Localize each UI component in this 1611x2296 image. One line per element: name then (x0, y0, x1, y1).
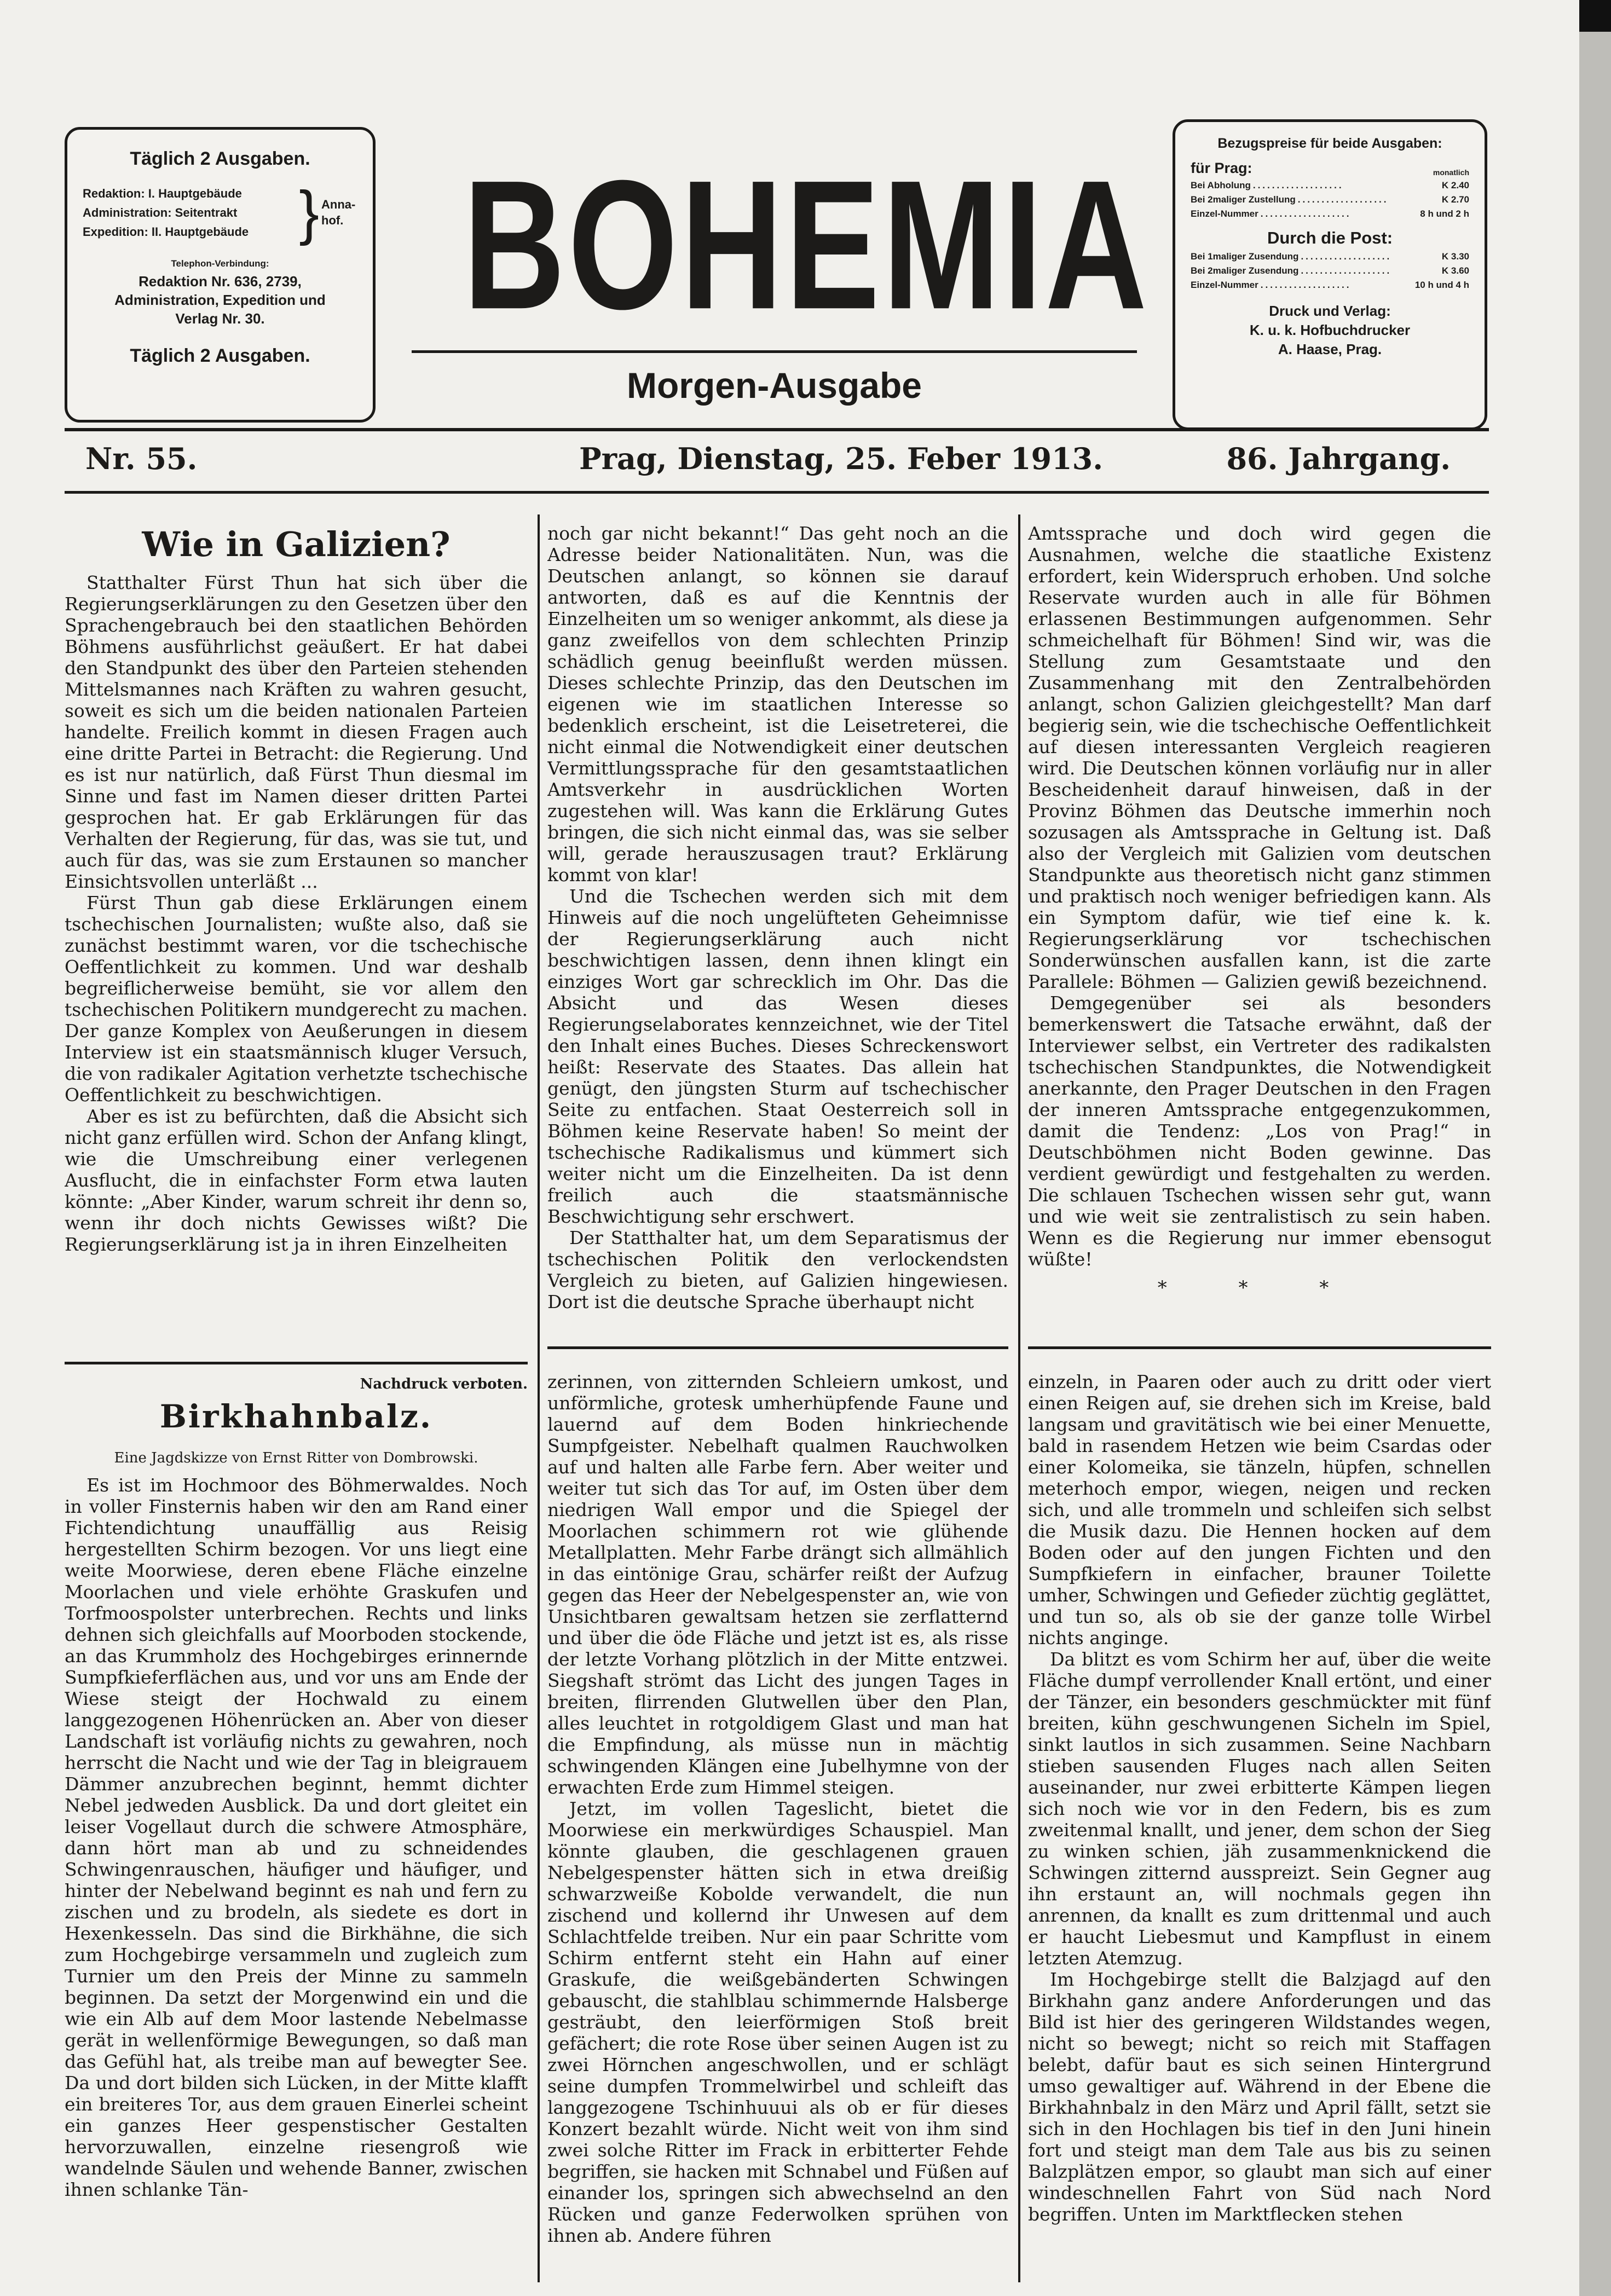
price-value: K 2.70 (1441, 194, 1469, 205)
article1-column-2 (547, 523, 1008, 1333)
price-row (1191, 180, 1469, 191)
price-label: Bei 1maliger Zusendung (1191, 251, 1299, 262)
end-ornament: * * * (1157, 1277, 1362, 1299)
address-administration: Administration: Seitentrakt (83, 206, 238, 219)
price-value: K 3.30 (1441, 251, 1469, 262)
telephone-line: Redaktion Nr. 636, 2739, (138, 273, 302, 290)
brace-glyph: } (299, 179, 319, 246)
article1-paragraph: Demgegenüber sei als besonders bemerkenswert die Tatsache erwähnt, daß der Interviewer selbst, ein Vertreter des radikalsten tschechischen Standpunktes, die Notwendigkeit anerkannte, den Prager Deutschen in den Fragen der inneren Amtssprache entgegenzukommen, damit die Tendenz: „Los von Prag!“ in Deutschböhmen nicht Boden gewinne. Das verdient gewürdigt und festgehalten zu werden. Die schlauen Tschechen wissen sehr gut, wann und wie weit sie zentralistisch zu sein haben. Wenn es die Regierung nur immer ebensogut wüßte! (1028, 992, 1491, 1270)
leader-dots: ................... (1260, 209, 1352, 219)
prag-label: für Prag: (1191, 160, 1252, 177)
price-label: Bei Abholung (1191, 180, 1251, 191)
article2-paragraph: Im Hochgebirge stellt die Balzjagd auf den Birkhahn ganz andere Anforderungen und das Bild ist hier des geringeren Wildstandes wegen, nicht so bewegt; nicht so reich mit Staffagen belebt, dafür baut es sich seinen Hintergrund umso gewaltiger auf. Während in der Ebene die Birkhahnbalz in den März und April fällt, setzt sie sich in den Hochlagen bis tief in den Juni hinein fort und steigt man dem Tale aus bis zu seinen Balzplätzen empor, so glaubt man sich auf einer windeschnellen Fahrt von Süd nach Nord begriffen. Unten im Marktflecken stehen (1028, 1969, 1491, 2225)
prag-sub: monatlich (1433, 168, 1469, 177)
article2-paragraph: zerinnen, von zitternden Schleiern umkost, und unförmliche, grotesk umherhüpfende Faune und lauernd auf dem Boden hinkriechende Sumpfgeister. Nebelhaft qualmen Rauchwolken auf und halten alle Farbe fern. Aber weiter und weiter tut sich das Tor auf, im Osten über dem niedrigen Wall empor und die Spiegel der Moorlachen schimmern rot wie glühende Metallplatten. Mehr Farbe drängt sich allmählich in das eintönige Grau, schärfer reißt der Aufzug gegen das Heer der Nebelgespenster an, wie von Unsichtbaren gewaltsam hetzen sie zerflatternd und über die öde Fläche und jetzt ist es, als risse der letzte Vorhang plötzlich in der Mitte entzwei. Siegshaft strömt das Licht des jungen Tages in breiten, flirrenden Glutwellen über den Plan, alles leuchtet in rotgoldigem Glast und man hat die Empfindung, als müsse nun in mächtig schwingenden Klängen eine Jubelhymne von der erwachten Erde zum Himmel steigen. (547, 1371, 1008, 1798)
article1-paragraph: Und die Tschechen werden sich mit dem Hinweis auf die noch ungelüfteten Geheimnisse der Regierungserklärung auch nicht beschwichtigen lassen, denn ihnen klingt ein einziges Wort gar schrecklich im Ohr. Das die Absicht und das Wesen dieses Regierungselaborates kennzeichnet, wie der Titel den Inhalt eines Buches. Dieses Schreckenswort heißt: Reservate des Staates. Das allein hat genügt, den jüngsten Sturm auf tschechischer Seite zu entfachen. Staat Oesterreich soll in Böhmen keine Reservate haben! So meint der tschechische Radikalismus und kümmert sich weiter nicht um die Einzelheiten. Da ist denn freilich auch die staatsmännische Beschwichtigung sehr erschwert. (547, 886, 1008, 1227)
article2-column-2 (547, 1371, 1008, 2277)
left-box-title: Täglich 2 Ausgaben. (130, 148, 310, 169)
dateline (65, 428, 1489, 494)
article2-column-3 (1028, 1371, 1491, 2277)
column-separator (1018, 514, 1020, 2282)
article1-paragraph: Aber es ist zu befürchten, daß die Absicht sich nicht ganz erfüllen wird. Schon der Anfang klingt, wie die Umschreibung einer verlegenen Ausflucht, die in einfachster Form etwa lauten könnte: „Aber Kinder, warum schreit ihr denn so, wenn ihr doch nichts Gewisses wißt? Die Regierungserklärung ist ja in ihren Einzelheiten (65, 1106, 528, 1255)
price-label: Bei 2maliger Zusendung (1191, 265, 1299, 276)
scan-margin (1579, 0, 1611, 2296)
article2-paragraph: Es ist im Hochmoor des Böhmerwaldes. Noch in voller Finsternis haben wir den am Rand einer Fichtendichtung unauffällig aus Reisig hergestellten Schirm bezogen. Vor uns liegt eine weite Moorwiese, deren ebene Fläche einzelne Moorlachen und viele erhöhte Graskufen und Torfmoospolster unterbrechen. Rechts und links dehnen sich gleichfalls auf Moorboden stockende, an das Krummholz des Hochgebirges erinnernde Sumpfkieferflächen aus, und vor uns am Ende der Wiese steigt der Hochwald zu einem langgezogenen Höhenrücken an. Aber von dieser Landschaft ist vorläufig nichts zu gewahren, noch herrscht die Nacht und wie der Tag in bleigrauem Dämmer anzubrechen beginnt, hemmt dichter Nebel jedweden Ausblick. Da und dort gleitet ein leiser Vogellaut durch die schwere Atmosphäre, dann hört man ab und zu schneidendes Schwingenrauschen, häufiger und häufiger, und hinter der Nebelwand beginnt es nah und fern zu zischen und zu brodeln, als siedete es dort in Hexenkesseln. Das sind die Birkhähne, die sich zum Hochgebirge versammeln und zugleich zum Turnier um den Preis der Minne zu sammeln beginnen. Da setzt der Morgenwind ein und die wie ein Alb auf dem Moor lastende Nebelmasse gerät in wellenförmige Bewegungen, so daß man das Gefühl hat, als treibe man auf bewegter See. Da und dort bilden sich Lücken, in der Mitte klafft ein breiteres Tor, aus dem grauen Einerlei scheint ein ganzes Heer gespenstischer Gestalten hervorzuwallen, einzelne riesengroß wie wandelnde Säulen und wehende Banner, zwischen ihnen schlanke Tän- (65, 1474, 528, 2200)
article2-paragraph: Jetzt, im vollen Tageslicht, bietet die Moorwiese ein merkwürdiges Schauspiel. Man könnte glauben, die geschlagenen grauen Nebelgespenster hätten sich in etwa dreißig schwarzweiße Kobolde verwandelt, die nun zischend und kollernd ihr Unwesen auf dem Schlachtfelde treiben. Nur ein paar Schritte vom Schirm entfernt steht ein Hahn auf einer Graskufe, die weißgebänderten Schwingen gebauscht, die stahlblau schimmernde Halsberge gesträubt, den leierförmigen Stoß breit gefächert; die rote Rose über seinen Augen ist zu zwei Hörnchen angeschwollen, und er schlägt seine dumpfen Trommelwirbel und schleift das langgezogene Tschinhuuui als ob er für dieses Konzert bezahlt würde. Nicht weit von ihm sind zwei solche Ritter im Frack in erbitterter Fehde begriffen, sie hacken mit Schnabel und Füßen auf einander los, springen sich abwechselnd an den Rücken und ganze Federwolken sprühen von ihnen ab. Andere führen (547, 1798, 1008, 2246)
article1-column-3 (1028, 523, 1491, 1333)
issue-date: Prag, Dienstag, 25. Feber 1913. (579, 441, 1103, 476)
prag-heading (1191, 160, 1469, 177)
price-row (1191, 265, 1469, 276)
price-label: Einzel-Nummer (1191, 209, 1258, 219)
price-label: Einzel-Nummer (1191, 280, 1258, 291)
article-divider (65, 1362, 528, 1364)
address-expedition: Expedition: II. Hauptgebäude (83, 225, 249, 239)
price-row (1191, 251, 1469, 262)
telephone-heading: Telephon-Verbindung: (171, 258, 269, 269)
price-value: 8 h und 2 h (1420, 209, 1469, 219)
publisher-line: K. u. k. Hofbuchdrucker (1249, 322, 1411, 339)
brace-label: Anna-hof. (321, 198, 356, 227)
article1-paragraph: Statthalter Fürst Thun hat sich über die Regierungserklärungen zu den Gesetzen über den Sprachengebrauch bei den staatlichen Behörden Böhmens ausführlichst geäußert. Er hat dabei den Standpunkt des über den Parteien stehenden Mittelsmannes nach Kräften zu wahren gesucht, soweit es sich um die beiden nationalen Parteien handelte. Freilich kommt in diesen Fragen auch eine dritte Partei in Betracht: die Regierung. Und es ist nur natürlich, daß Fürst Thun diesmal im Sinne und fast im Namen dieser dritten Partei gesprochen hat. Er gab Erklärungen für das Verhalten der Regierung, für das, was sie tut, und auch für das, was sie zum Erstaunen so mancher Einsichtsvollen unterläßt ... (65, 572, 528, 892)
publisher-line: A. Haase, Prag. (1278, 341, 1382, 358)
article1-column-1 (65, 523, 528, 1368)
column-separator (538, 514, 540, 2282)
article2-column-1 (65, 1374, 528, 2277)
leader-dots: ................... (1252, 180, 1344, 191)
telephone-line: Verlag Nr. 30. (175, 310, 265, 327)
issue-year: 86. Jahrgang. (1226, 441, 1451, 476)
address-redaktion: Redaktion: I. Hauptgebäude (83, 187, 242, 200)
price-value: 10 h und 4 h (1414, 280, 1469, 291)
edition-subtitle: Morgen-Ausgabe (626, 365, 922, 406)
article2-byline: Eine Jagdskizze von Ernst Ritter von Dombrowski. (114, 1450, 478, 1466)
price-label: Bei 2maliger Zustellung (1191, 194, 1296, 205)
publisher-line: Druck und Verlag: (1269, 303, 1391, 320)
article1-headline: Wie in Galizien? (142, 524, 451, 564)
price-row (1191, 194, 1469, 205)
leader-dots: ................... (1301, 265, 1392, 276)
price-value: K 2.40 (1441, 180, 1469, 191)
address-lines (83, 182, 297, 244)
article1-paragraph: Fürst Thun gab diese Erklärungen einem tschechischen Journalisten; wußte also, daß sie zunächst bestimmt waren, vor die tschechische Oeffentlichkeit zu kommen. Und war deshalb begreiflicherweise bemüht, sie vor allem den tschechischen Politikern mundgerecht zu machen. Der ganze Komplex von Aeußerungen in diesem Interview ist ein staatsmännisch kluger Versuch, die von radikaler Agitation verhetzte tschechische Oeffentlichkeit zu beschwichtigen. (65, 892, 528, 1106)
left-box-bottom: Täglich 2 Ausgaben. (130, 345, 310, 367)
leader-dots: ................... (1260, 280, 1352, 291)
price-row (1191, 209, 1469, 219)
article-divider (1028, 1346, 1491, 1349)
post-heading: Durch die Post: (1267, 228, 1393, 248)
article2-headline: Birkhahnbalz. (159, 1398, 433, 1435)
article1-paragraph: Amtssprache und doch wird gegen die Ausnahmen, welche die staatliche Existenz erfordert, kein Widerspruch erhoben. Und solche Reservate wurden auch in alle für Böhmen erlassenen Bestimmungen aufgenommen. Sehr schmeichelhaft für Böhmen! Sind wir, was die Stellung zum Gesamtstaate und den Zusammenhang mit den Zentralbehörden anlangt, schon Galizien gleichgestellt? Man darf begierig sein, wie die tschechische Oeffentlichkeit auf diesen interessanten Vergleich reagieren wird. Die Deutschen können vorläufig nur in aller Bescheidenheit darauf hinweisen, daß in der Provinz Böhmen das Deutsche immerhin noch sozusagen als Amtssprache in Geltung ist. Daß also der Vergleich mit Galizien vom deutschen Standpunkte aus theoretisch nicht ganz stimmen und praktisch noch weniger befriedigen kann. Als ein Symptom dafür, wie tief eine k. k. Regierungserklärung vor tschechischen Sonderwünschen ausfallen kann, ist die zarte Parallele: Böhmen — Galizien gewiß bezeichnend. (1028, 523, 1491, 992)
price-box-title: Bezugspreise für beide Ausgaben: (1217, 136, 1442, 151)
leader-dots: ................... (1301, 251, 1392, 262)
leader-dots: ................... (1297, 194, 1389, 205)
left-info-box (65, 127, 376, 423)
reprint-notice: Nachdruck verboten. (360, 1376, 528, 1392)
article1-paragraph: Der Statthalter hat, um dem Separatismus der tschechischen Politik den verlockendsten Vergleich zu bieten, auf Galizien hingewiesen. Dort ist die deutsche Sprache überhaupt nicht (547, 1227, 1008, 1312)
price-value: K 3.60 (1441, 265, 1469, 276)
article2-paragraph: Da blitzt es vom Schirm her auf, über die weite Fläche dumpf verrollender Knall ertönt, und einer der Tänzer, ein besonders geschmückter mit fünf breiten, kühn geschwungenen Sicheln im Spiel, sinkt lautlos in sich zusammen. Seine Nachbarn stieben sausenden Fluges nach allen Seiten auseinander, nur zwei erbitterte Kämpen liegen sich noch wie vor in den Federn, bis es zum zweitenmal knallt, und jener, dem schon der Sieg zu winken schien, jäh zusammenknickend die Schwingen zitternd ausspreizt. Sein Gegner aug ihn erstaunt an, will nochmals gegen ihn anrennen, da knallt es zum drittenmal und auch er haucht Liebesmut und Kampflust in einem letzten Atemzug. (1028, 1649, 1491, 1969)
issue-number: Nr. 55. (85, 441, 198, 476)
masthead-rule (412, 350, 1137, 353)
address-block (83, 179, 357, 246)
right-price-box (1173, 119, 1487, 430)
scan-corner-mark (1579, 0, 1611, 32)
masthead-title: BOHEMIA (463, 141, 1150, 348)
article-divider (547, 1346, 1008, 1349)
telephone-line: Administration, Expedition und (114, 291, 326, 308)
article2-paragraph: einzeln, in Paaren oder auch zu dritt oder viert einen Reigen auf, sie drehen sich im Kreise, bald langsam und gravitätisch wie bei einer Menuette, bald in rasendem Hetzen wie beim Csardas oder einer Kolomeika, sie tänzeln, hüpfen, schnellen meterhoch empor, wiegen, neigen und recken sich, und alle trommeln und schleifen sich selbst die Musik dazu. Die Hennen hocken auf dem Boden oder auf den jungen Fichten und den Sumpfkiefern in einfacher, brauner Toilette umher, Schwingen und Gefieder züchtig geglättet, und tun so, als ob sie der ganze tolle Wirbel nichts anginge. (1028, 1371, 1491, 1649)
publisher-block (1191, 302, 1469, 359)
article1-paragraph: noch gar nicht bekannt!“ Das geht noch an die Adresse beider Nationalitäten. Nun, was die Deutschen anlangt, so können sie darauf antworten, daß es auf die Kenntnis der Einzelheiten um so weniger ankommt, als diese ja ganz zweifellos von dem schlechten Prinzip schädlich genug beeinflußt werden müssen. Dieses schlechte Prinzip, das den Deutschen im eigenen wie im staatlichen Interesse so bedenklich erscheint, ist die Leisetreterei, die nicht einmal die Notwendigkeit einer deutschen Vermittlungssprache für den gesamtstaatlichen Amtsverkehr in ausdrücklichen Worten zugestehen will. Was kann die Erklärung Gutes bringen, die sich nicht einmal das, was sie selber will, gerade herauszusagen traut? Erklärung kommt von klar! (547, 523, 1008, 886)
price-row (1191, 280, 1469, 291)
